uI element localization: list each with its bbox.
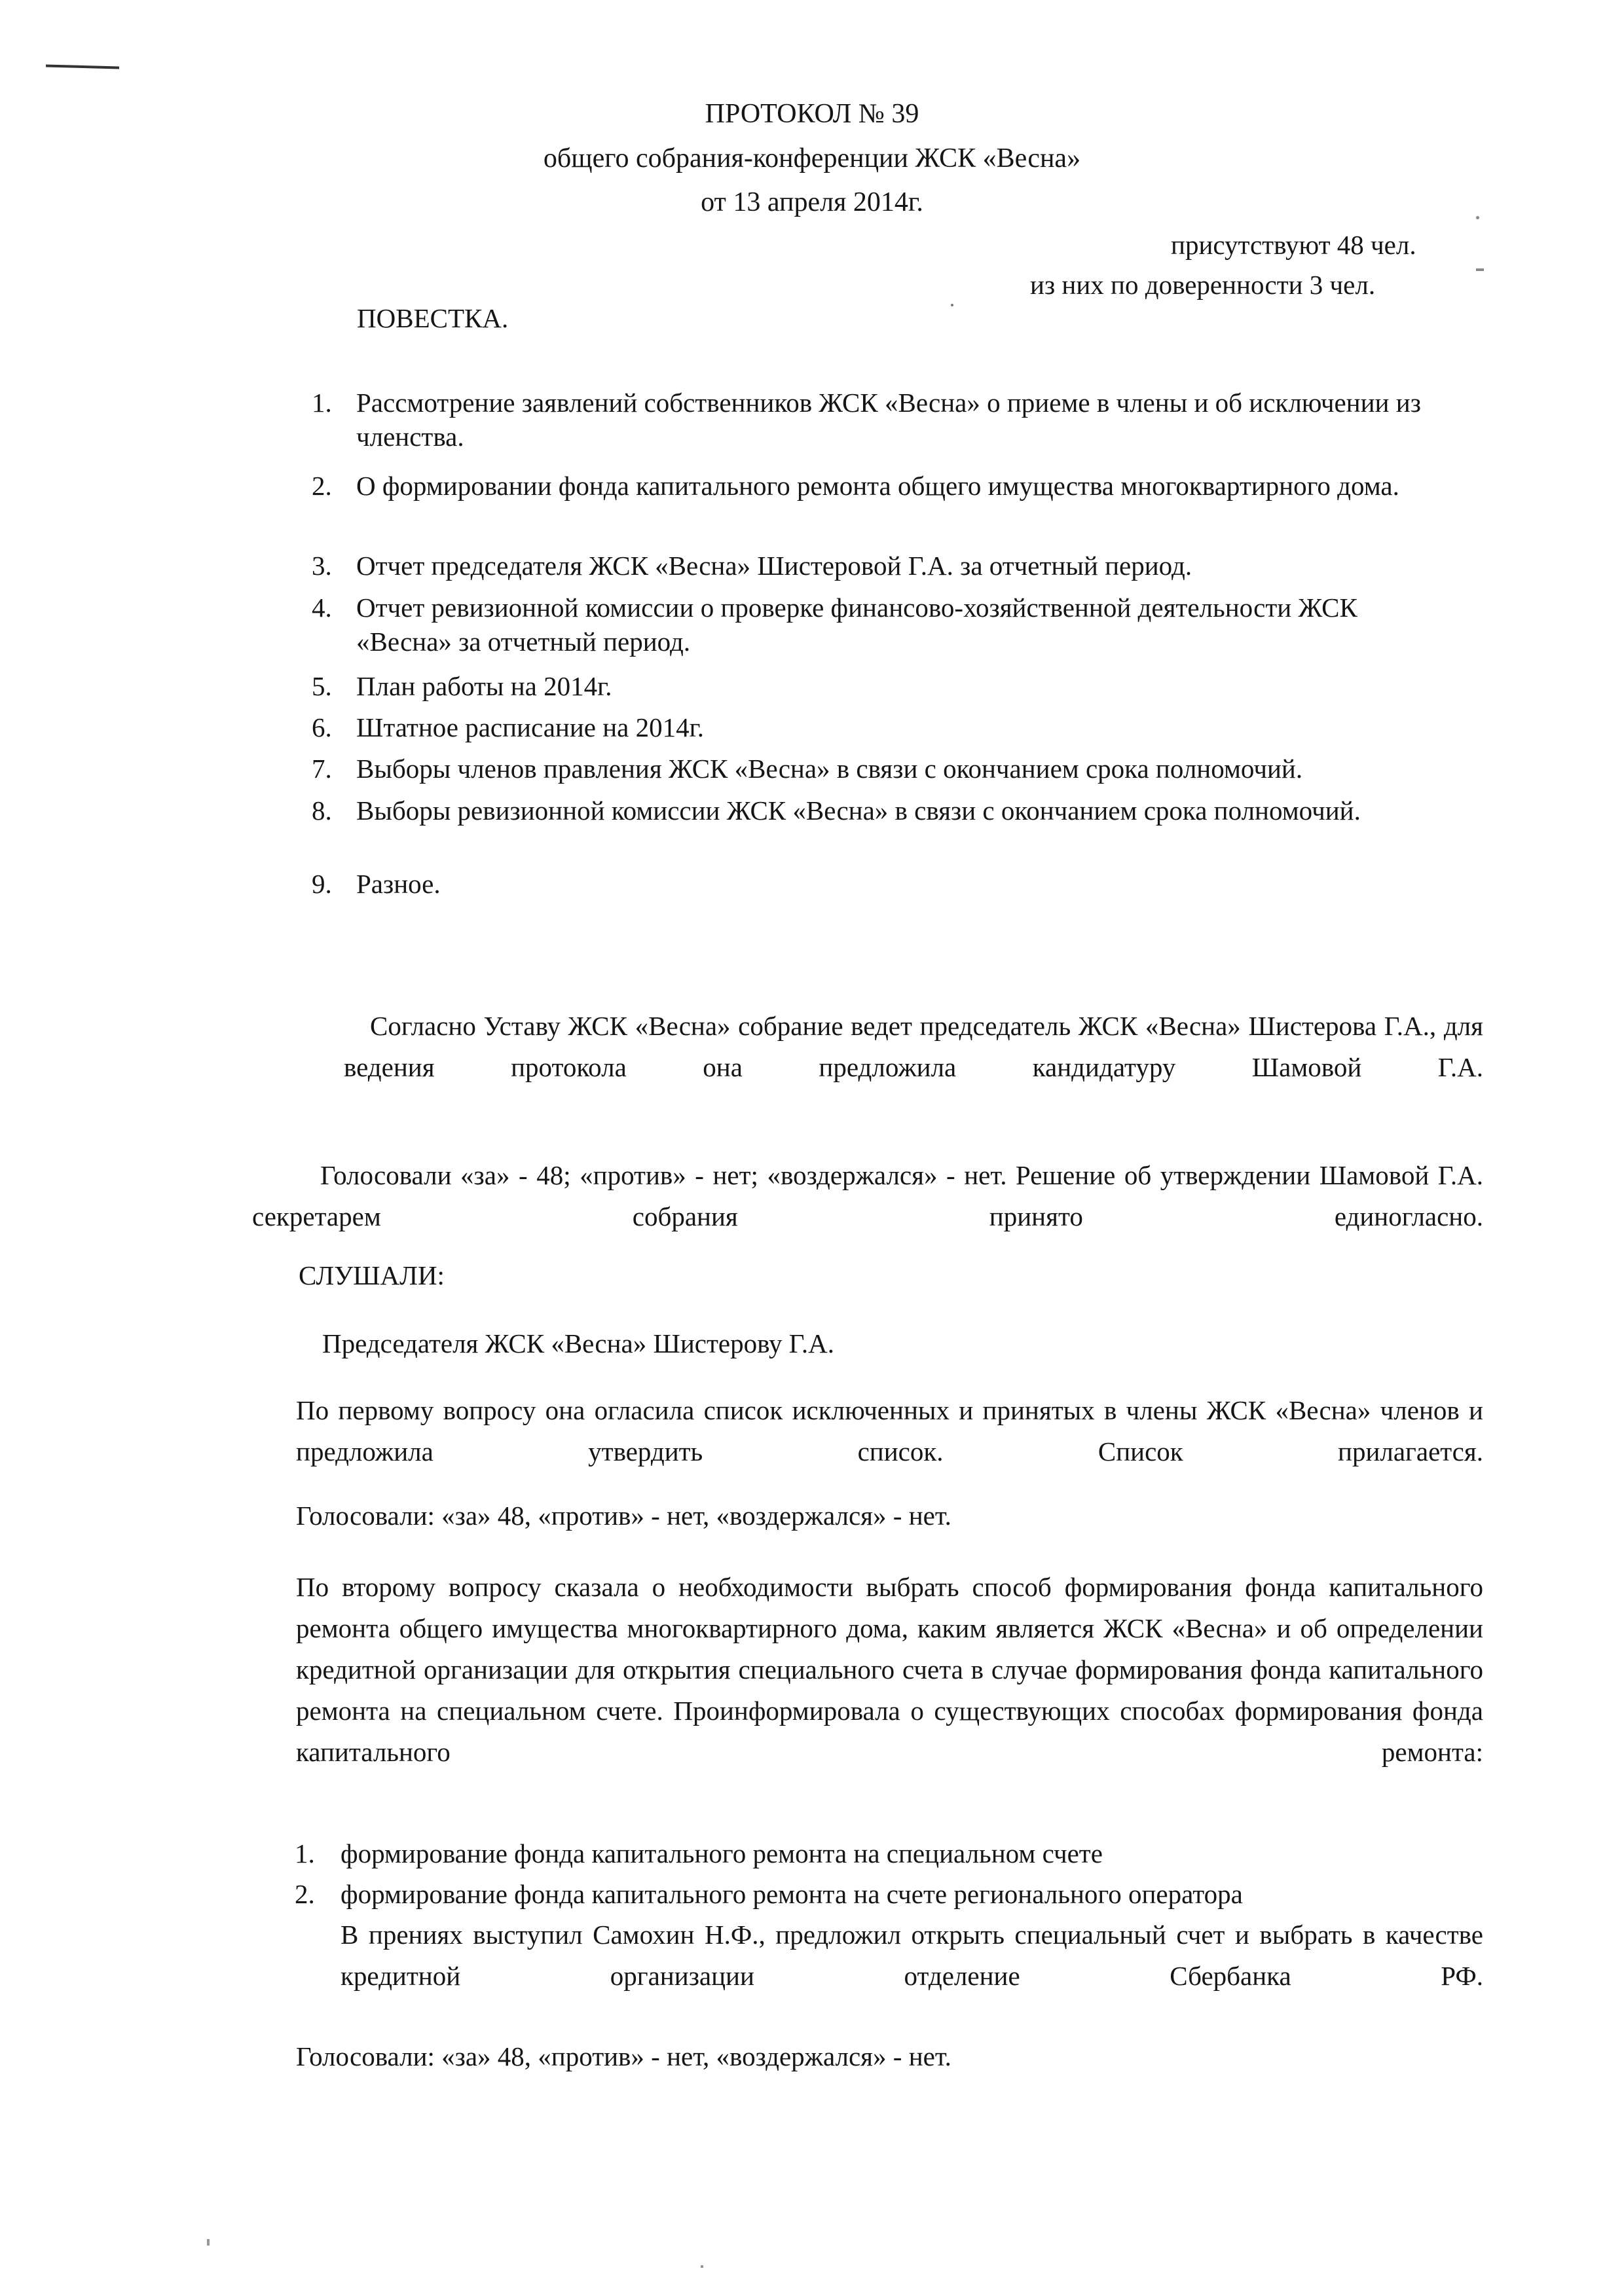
attendance-present: присутствуют 48 чел. [1171,230,1416,260]
option-number: 1. [295,1838,315,1868]
scan-speck [701,2265,703,2268]
agenda-item-text: Разное. [356,869,441,899]
agenda-item-text: Штатное расписание на 2014г. [356,712,705,742]
agenda-item-number: 1. [312,388,332,418]
scan-speck [1476,268,1484,271]
agenda-item-number: 2. [312,471,332,501]
option-number: 2. [295,1879,315,1909]
option-text: формирование фонда капитального ремонта на специальном счете [341,1838,1103,1868]
heard-person: Председателя ЖСК «Весна» Шистерову Г.А. [322,1328,834,1358]
debate-text: В прениях выступил Самохин Н.Ф., предложил открыть специальный счет и выбрать в качестве кредитной организации отделение Сбербанка РФ. [341,1920,1483,1991]
question1-paragraph [296,1390,1483,1472]
question1-text: По первому вопросу она огласила список исключенных и принятых в члены ЖСК «Весна» членов и предложила утвердить список. Список прилагается. [296,1395,1483,1467]
agenda-heading: ПОВЕСТКА. [357,303,509,333]
agenda-item-number: 5. [312,671,332,701]
document-title: ПРОТОКОЛ № 39 [705,99,919,129]
secretary-vote [252,1155,1483,1237]
agenda-item-text: Отчет председателя ЖСК «Весна» Шистеровой Г.А. за отчетный период. [356,551,1192,581]
agenda-item-number: 8. [312,795,332,826]
scan-speck [1476,216,1479,219]
agenda-item-text: Выборы ревизионной комиссии ЖСК «Весна» в связи с окончанием срока полномочий. [356,795,1361,826]
attendance-proxy: из них по доверенности 3 чел. [1030,270,1376,300]
secretary-vote-text: Голосовали «за» - 48; «против» - нет; «воздержался» - нет. Решение об утверждении Шамовой Г.А. секретарем собрания принято единогласно. [252,1160,1483,1231]
document-subtitle: общего собрания-конференции ЖСК «Весна» [543,143,1081,173]
scan-speck [951,304,953,306]
question2-paragraph [296,1567,1483,1773]
agenda-item-number: 7. [312,754,332,784]
agenda-item-number: 3. [312,551,332,581]
scan-speck [207,2239,210,2246]
agenda-item-text: Выборы членов правления ЖСК «Весна» в связи с окончанием срока полномочий. [356,754,1303,784]
chair-paragraph [344,1006,1483,1088]
chair-paragraph-text: Согласно Уставу ЖСК «Весна» собрание ведет председатель ЖСК «Весна» Шистерова Г.А., для ведения протокола она предложила кандидатуру Шамовой Г.А. [344,1011,1483,1082]
question2-text: По второму вопросу сказала о необходимости выбрать способ формирования фонда капитального ремонта общего имущества многоквартирного дома, каким является ЖСК «Весна» и об определении кредитной организации для открытия специального счета в случае формирования фонда капитального ремонта на специальном счете. Проинформировала о существующих способах формирования фонда капитального ремонта: [296,1572,1483,1767]
debate-paragraph [341,1914,1483,1997]
scan-mark [46,65,119,69]
agenda-item-number: 9. [312,869,332,899]
option-text: формирование фонда капитального ремонта на счете регионального оператора [341,1879,1243,1909]
agenda-item-number: 6. [312,712,332,742]
agenda-item-text: План работы на 2014г. [356,671,612,701]
agenda-item-text: Рассмотрение заявлений собственников ЖСК «Весна» о приеме в члены и об исключении из членства. [356,388,1421,452]
agenda-item-number: 4. [312,592,332,623]
agenda-item-text: О формировании фонда капитального ремонта общего имущества многоквартирного дома. [356,471,1399,501]
document-date: от 13 апреля 2014г. [701,187,923,217]
agenda-item-text: Отчет ревизионной комиссии о проверке финансово-хозяйственной деятельности ЖСК «Весна» за отчетный период. [356,592,1357,657]
heard-heading: СЛУШАЛИ: [299,1260,445,1290]
vote1: Голосовали: «за» 48, «против» - нет, «воздержался» - нет. [296,1501,951,1531]
vote2: Голосовали: «за» 48, «против» - нет, «воздержался» - нет. [296,2041,951,2071]
